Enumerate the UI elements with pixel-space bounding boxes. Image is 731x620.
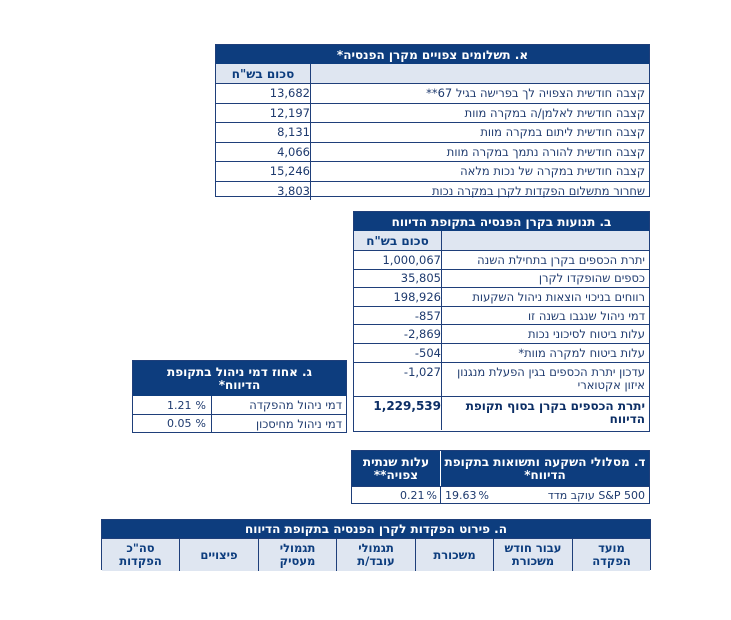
- section-b-row: [354, 324, 649, 343]
- section-b-row: [354, 250, 649, 269]
- section-a-row: [216, 83, 649, 103]
- section-h-column-header: עבור חודש משכורת: [493, 539, 572, 571]
- section-a-label: קצבה חודשית ליתום במקרה מוות: [310, 123, 649, 142]
- section-h-column-header: תגמולי מעסיק: [258, 539, 336, 571]
- section-b-total-row: [354, 396, 649, 430]
- section-g-number: 1.21: [167, 398, 192, 412]
- section-b-label-header: [441, 231, 649, 250]
- section-a-row: [216, 142, 649, 162]
- section-g-label: דמי ניהול מהפקדה: [211, 396, 346, 414]
- section-b-row: [354, 362, 649, 396]
- section-a-value: 8,131: [277, 125, 310, 140]
- section-a-value: 4,066: [277, 144, 310, 159]
- section-b-label: דמי ניהול שנגבו בשנה זו: [441, 307, 649, 325]
- section-a-value: 13,682: [269, 86, 310, 101]
- section-a-value: 3,803: [277, 183, 310, 198]
- section-a-label: קצבה חודשית הצפויה לך בפרישה בגיל 67**: [310, 84, 649, 103]
- section-b-total-value: 1,229,539: [373, 398, 441, 413]
- section-d-cost-unit: %: [426, 488, 437, 502]
- section-h-column-header: תגמולי עובד/ת: [336, 539, 415, 571]
- section-g-label: דמי ניהול מחיסכון: [211, 415, 346, 432]
- section-b-table: [353, 211, 650, 432]
- section-a-label-header: [310, 64, 649, 83]
- section-b-label: עלות ביטוח לסיכוני נכות: [441, 325, 649, 343]
- section-g-value: [133, 415, 211, 432]
- section-g-table: [132, 360, 347, 433]
- section-a-label: שחרור מתשלום הפקדות לקרן במקרה נכות: [310, 182, 649, 201]
- section-h-column-header: סה"כ הפקדות: [119, 541, 162, 568]
- section-a-label: קצבה חודשית לאלמן/ה במקרה מוות: [310, 104, 649, 123]
- section-b-row: [354, 287, 649, 306]
- section-h-table: [101, 519, 651, 570]
- section-b-label: רווחים בניכוי הוצאות ניהול השקעות: [441, 288, 649, 306]
- section-b-amount-header: סכום בש"ח: [366, 233, 429, 248]
- section-b-total-label: יתרת הכספים בקרן בסוף תקופת הדיווח: [441, 397, 649, 430]
- section-d-cost-header: עלות שנתית צפויה**: [352, 451, 440, 486]
- section-g-value: [133, 396, 211, 414]
- section-b-value: 35,805: [400, 271, 441, 286]
- section-g-number: 0.05: [167, 417, 192, 430]
- section-d-return: [445, 489, 489, 502]
- section-a-row: [216, 161, 649, 181]
- section-h-column-header: מועד הפקדה: [572, 539, 650, 571]
- section-a-label: קצבה חודשית להורה נתמך במקרה מוות: [310, 143, 649, 162]
- section-a-amount-header: סכום בש"ח: [231, 66, 295, 81]
- section-g-title: ג. אחוז דמי ניהול בתקופת הדיווח*: [133, 361, 346, 396]
- section-a-row: [216, 181, 649, 201]
- section-b-value: -504: [414, 345, 441, 360]
- section-d-table: [351, 450, 650, 504]
- section-d-return-unit: %: [478, 488, 489, 502]
- section-a-row: [216, 103, 649, 123]
- section-b-title: ב. תנועות בקרן הפנסיה בתקופת הדיווח: [354, 212, 649, 231]
- section-b-row: [354, 306, 649, 325]
- section-b-label: עדכון יתרת הכספים בגין הפעלת מנגנון איזון אקטוארי: [441, 363, 649, 396]
- section-g-unit: %: [195, 417, 206, 430]
- section-b-value: -1,027: [403, 364, 441, 379]
- section-g-unit: %: [195, 398, 206, 412]
- section-b-label: יתרת הכספים בקרן בתחילת השנה: [441, 251, 649, 269]
- section-b-label: עלות ביטוח למקרה מוות*: [441, 344, 649, 362]
- section-d-title: ד. מסלולי השקעה ותשואות בתקופת הדיווח*: [440, 451, 649, 486]
- section-b-row: [354, 343, 649, 362]
- section-d-track: S&P 500 עוקב מדד: [547, 488, 645, 502]
- section-g-row: [133, 396, 346, 414]
- section-b-value: 1,000,067: [382, 252, 441, 267]
- section-h-column-header: פיצויים: [179, 539, 258, 571]
- section-a-row: [216, 122, 649, 142]
- section-a-title: א. תשלומים צפויים מקרן הפנסיה*: [216, 45, 649, 64]
- section-a-value: 15,246: [269, 164, 310, 179]
- section-d-return-value: 19.63: [445, 488, 477, 502]
- section-b-label: כספים שהופקדו לקרן: [441, 270, 649, 288]
- section-g-row: [133, 414, 346, 432]
- section-d-row: [352, 486, 649, 503]
- section-h-column-header: משכורת: [415, 539, 493, 571]
- section-b-value: -2,869: [403, 327, 441, 342]
- section-h-title: ה. פירוט הפקדות לקרן הפנסיה בתקופת הדיווח: [102, 520, 650, 538]
- section-a-value: 12,197: [269, 105, 310, 120]
- section-b-value: 198,926: [393, 289, 441, 304]
- section-b-value: -857: [414, 308, 441, 323]
- section-b-row: [354, 269, 649, 288]
- section-d-cost-value: 0.21: [400, 488, 425, 502]
- section-a-label: קצבה חודשית במקרה של נכות מלאה: [310, 162, 649, 181]
- section-a-table: [215, 44, 650, 197]
